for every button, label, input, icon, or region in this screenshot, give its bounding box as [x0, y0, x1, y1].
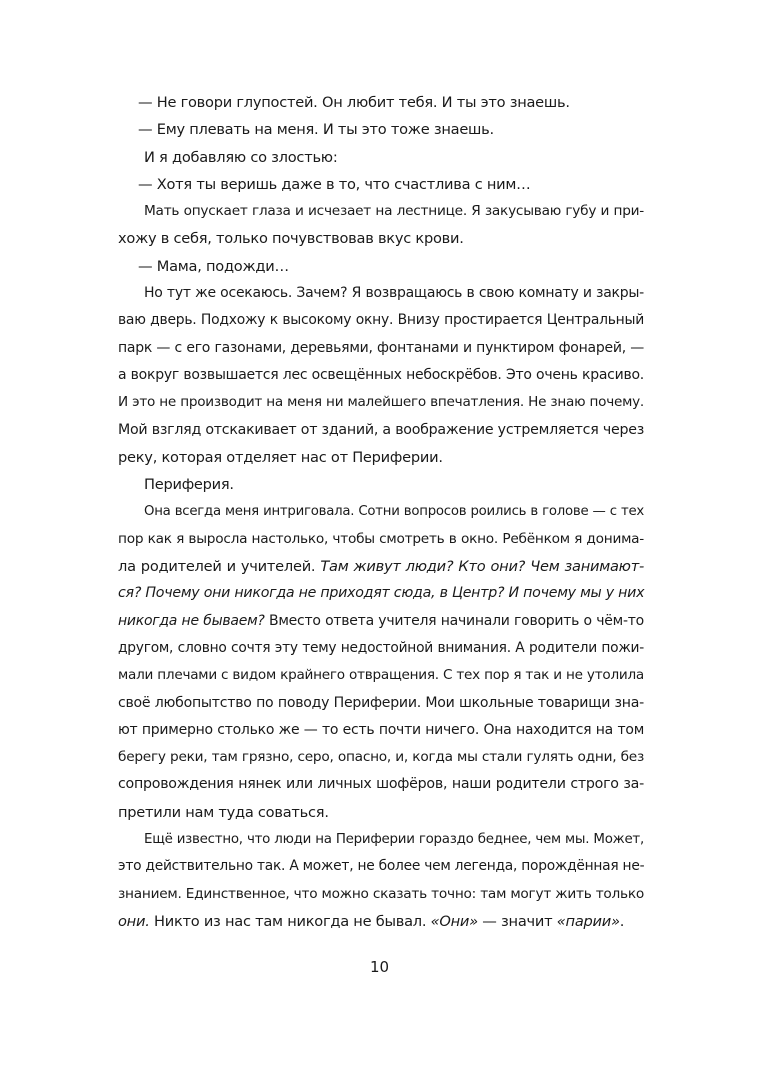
text-line: другом, словно сочтя эту тему недостойной внимания. А родители пожи-	[118, 639, 644, 656]
text-line: никогда не бываем? Вместо ответа учителя начинали говорить о чём-то	[118, 612, 644, 629]
text-line: Но тут же осекаюсь. Зачем? Я возвращаюсь в свою комнату и закры-	[144, 285, 644, 302]
text-line: Периферия.	[144, 476, 234, 494]
text-line: берегу реки, там грязно, серо, опасно, и, когда мы стали гулять одни, без	[118, 749, 644, 766]
text-line: они. Никто из нас там никогда не бывал. «Они» — значит «парии».	[118, 912, 625, 930]
text-line: Ещё известно, что люди на Периферии гораздо беднее, чем мы. Может,	[144, 832, 644, 848]
text-line: — Ему плевать на меня. И ты это тоже знаешь.	[138, 121, 494, 139]
text-line: своё любопытство по поводу Периферии. Мои школьные товарищи зна-	[118, 694, 644, 711]
text-line: хожу в себя, только почувствовав вкус крови.	[118, 230, 464, 248]
text-line: — Не говори глупостей. Он любит тебя. И ты это знаешь.	[138, 94, 570, 111]
text-line: ла родителей и учителей. Там живут люди? Кто они? Чем занимают-	[118, 558, 644, 576]
text-line: — Мама, подожди…	[138, 257, 289, 275]
text-line: это действительно так. А может, не более чем легенда, порождённая не-	[118, 858, 645, 875]
text-line: Мой взгляд отскакивает от зданий, а воображение устремляется через	[118, 421, 644, 438]
text-line: пор как я выросла настолько, чтобы смотреть в окно. Ребёнком я донима-	[118, 530, 644, 547]
text-line: мали плечами с видом крайнего отвращения. С тех пор я так и не утолила	[118, 667, 644, 684]
text-line: ют примерно столько же — то есть почти ничего. Она находится на том	[118, 721, 644, 738]
text-line: реку, которая отделяет нас от Периферии.	[118, 448, 443, 466]
text-line: претили нам туда соваться.	[118, 803, 329, 821]
text-line: а вокруг возвышается лес освещённых небоскрёбов. Это очень красиво.	[118, 366, 644, 383]
page-number: 10	[369, 958, 390, 976]
text-line: Мать опускает глаза и исчезает на лестнице. Я закусываю губу и при-	[144, 203, 644, 220]
page-body	[118, 89, 644, 935]
text-line: И я добавляю со злостью:	[144, 148, 338, 166]
text-line: парк — с его газонами, деревьями, фонтанами и пунктиром фонарей, —	[118, 339, 644, 356]
text-line: ся? Почему они никогда не приходят сюда, в Центр? И почему мы у них	[118, 585, 645, 602]
text-line: знанием. Единственное, что можно сказать точно: там могут жить только	[118, 885, 644, 902]
text-line: И это не производит на меня ни малейшего впечатления. Не знаю почему.	[118, 394, 644, 411]
text-line: ваю дверь. Подхожу к высокому окну. Внизу простирается Центральный	[118, 312, 644, 329]
text-line: — Хотя ты веришь даже в то, что счастлива с ним…	[138, 175, 531, 193]
text-line: сопровождения нянек или личных шофёров, наши родители строго за-	[118, 776, 644, 793]
text-line: Она всегда меня интриговала. Сотни вопросов роились в голове — с тех	[144, 504, 644, 520]
